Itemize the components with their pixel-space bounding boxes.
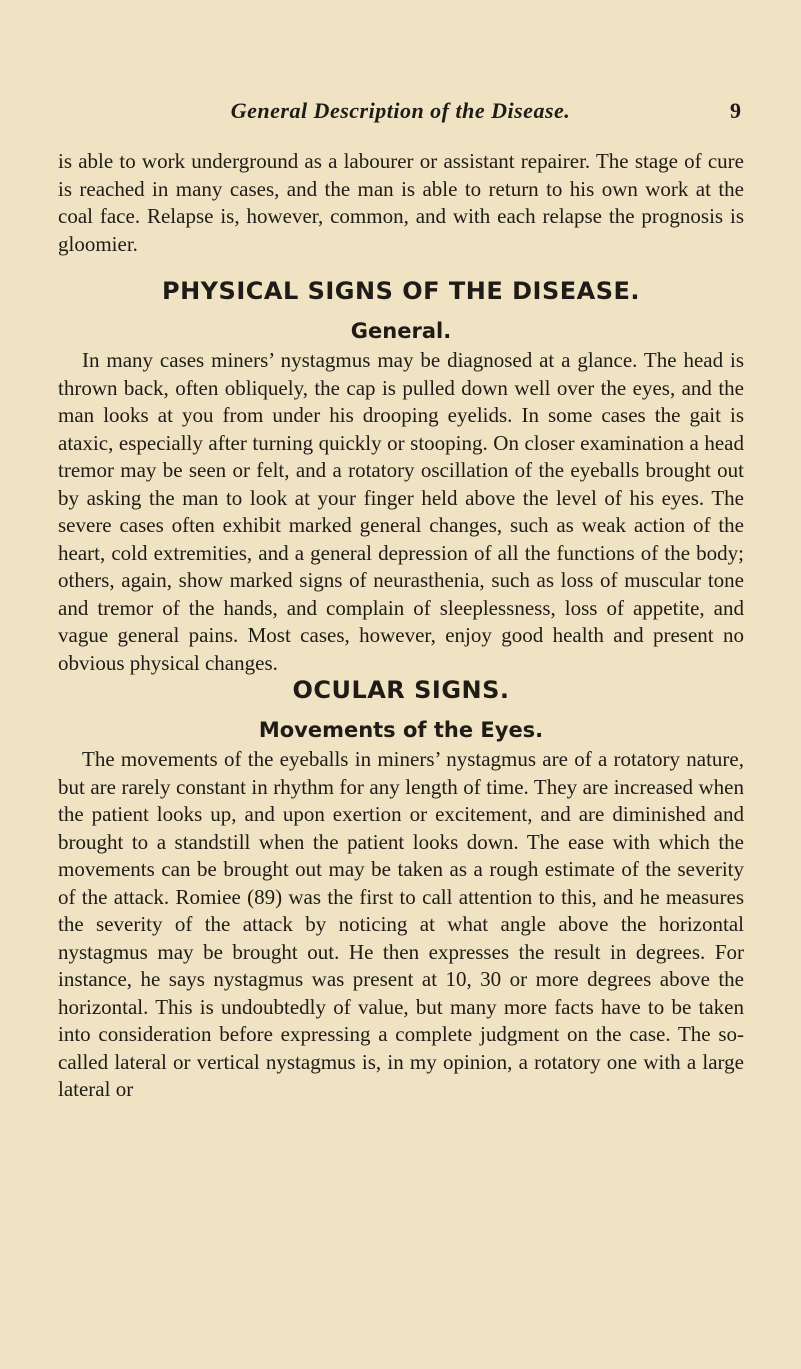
paragraph-general: In many cases miners’ nystagmus may be diagnosed at a glance. The head is thrown back, often obliquely, the cap is pulled down well over the eyes, and the man looks at you from under his drooping eyelids. In some cases the gait is ataxic, especially after turning quickly or stooping. On closer examination a head tremor may be seen or felt, and a rotatory oscillation of the eyeballs brought out by asking the man to look at your finger held above the level of his eyes. The severe cases often exhibit marked general changes, such as weak action of the heart, cold extremities, and a general depression of all the functions of the body; others, again, show marked signs of neurasthenia, such as loss of muscular tone and tremor of the hands, and complain of sleeplessness, loss of appetite, and vague general pains. Most cases, however, enjoy good health and present no obvious physical changes. [58,348,744,675]
page-body [58,148,744,1104]
page-number: 9 [730,98,741,123]
paragraph-relapse: is able to work underground as a labourer or assistant repairer. The stage of cure is reached in many cases, and the man is able to return to his own work at the coal face. Relapse is, however, common, and with each relapse the prognosis is gloomier. [58,149,744,256]
heading-ocular-signs: OCULAR SIGNS. [292,676,510,704]
paragraph-movements: The movements of the eyeballs in miners’ nystagmus are of a rotatory nature, but are rarely constant in rhythm for any length of time. They are increased when the patient looks up, and upon exertion or excitement, and are diminished and brought to a standstill when the patient looks down. The ease with which the movements can be brought out may be taken as a rough estimate of the severity of the attack. Romiee (89) was the first to call attention to this, and he measures the severity of the attack by noticing at what angle above the horizontal nystagmus may be brought out. He then expresses the result in degrees. For instance, he says nystagmus was present at 10, 30 or more degrees above the horizontal. This is undoubtedly of value, but many more facts have to be taken into consideration before expressing a complete judgment on the case. The so-called lateral or vertical nystagmus is, in my opinion, a rotatory one with a large lateral or [58,747,744,1101]
heading-movements: Movements of the Eyes. [258,717,544,742]
heading-physical-signs: PHYSICAL SIGNS OF THE DISEASE. [161,277,640,305]
running-title: General Description of the Disease. [230,98,571,123]
heading-general: General. [350,318,452,343]
running-head [60,98,741,128]
